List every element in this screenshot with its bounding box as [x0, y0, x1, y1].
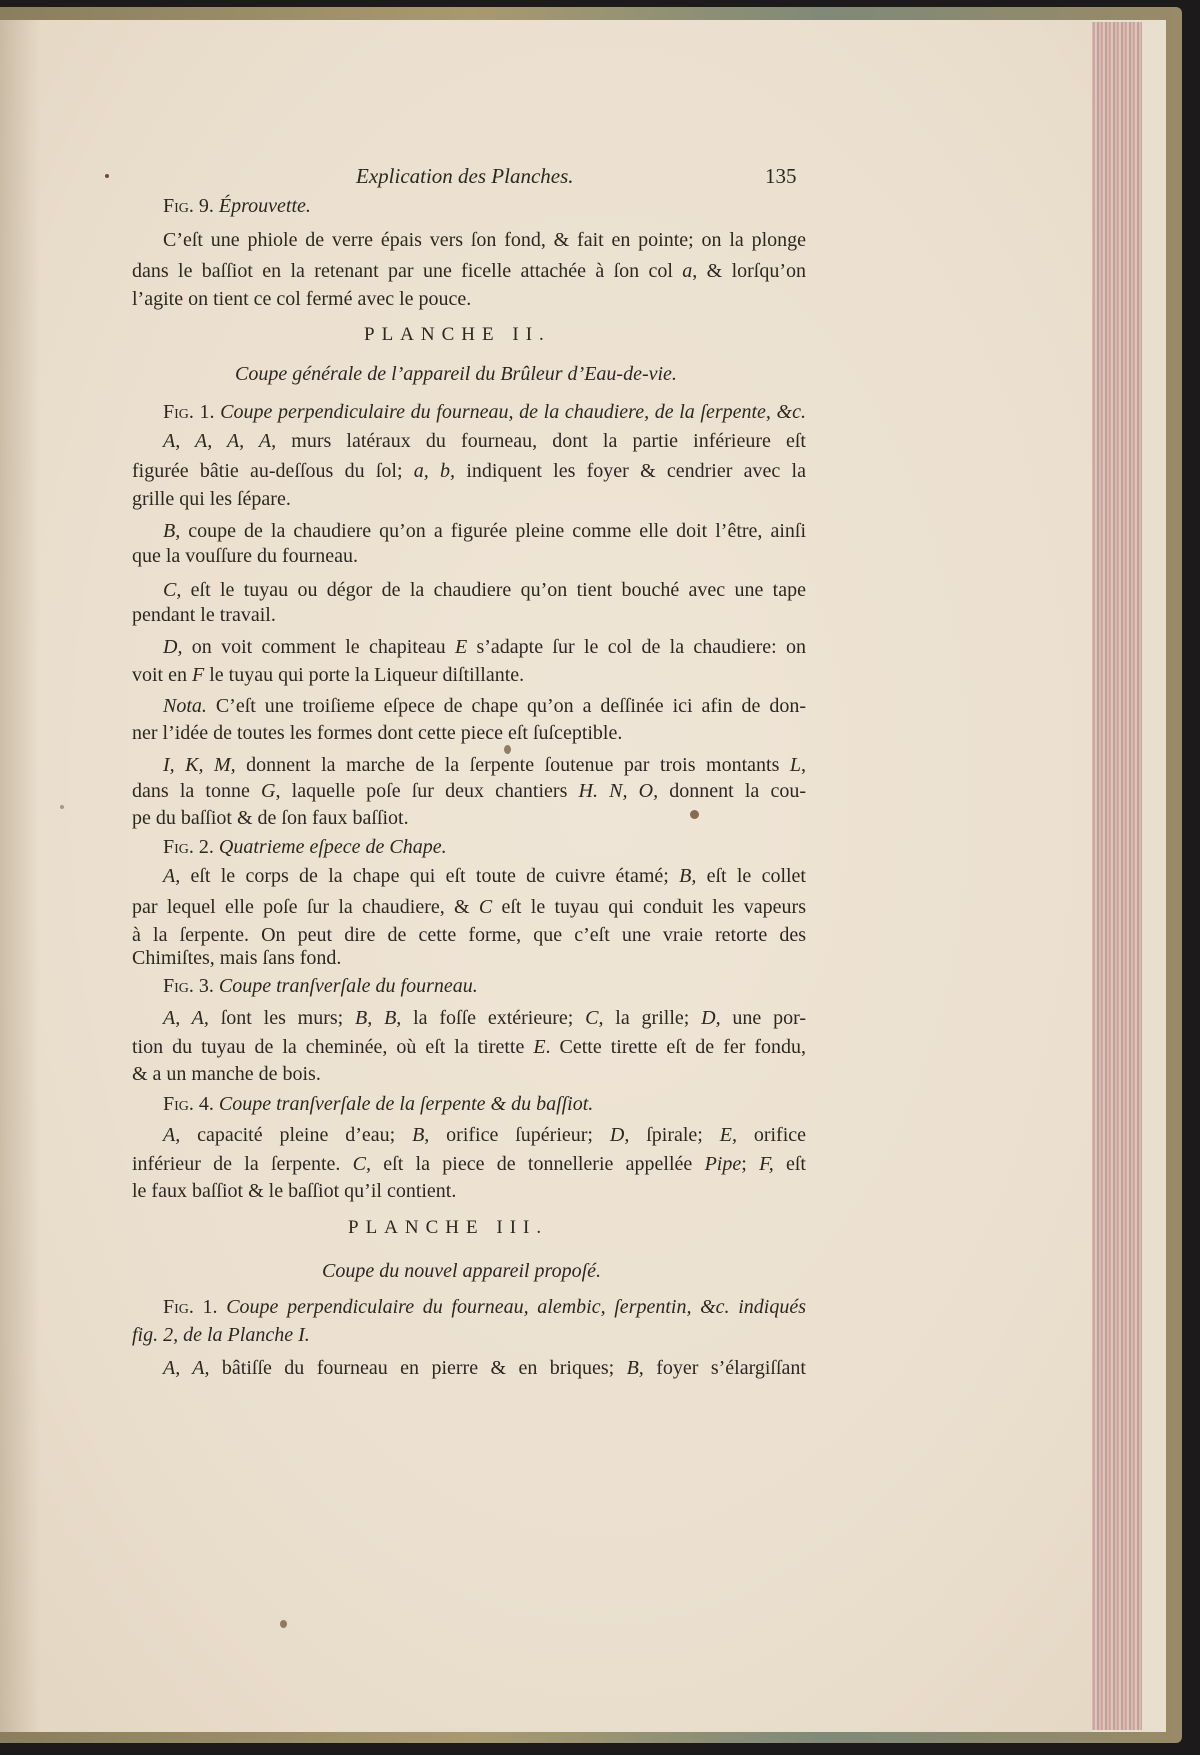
text-run: & a un manche de bois. [132, 1063, 321, 1085]
p1-line [132, 287, 806, 311]
text-run: , [800, 754, 806, 776]
text-run: C’eſt une troiſieme eſpece de chape qu’on a deſſinée ici afin de don- [206, 695, 806, 717]
italic-text: B, [412, 1124, 430, 1146]
italic-text: B, [163, 520, 181, 542]
fig9-line [163, 194, 806, 218]
text-run: à la ſerpente. On peut dire de cette forme, que c’eſt une vraie retorte des [132, 924, 806, 946]
pD-line [163, 635, 806, 659]
text-run: eſt le collet [696, 865, 806, 887]
italic-text: B, [626, 1357, 644, 1379]
running-title: Explication des Planches. [356, 164, 574, 188]
pl2sub-line [235, 363, 677, 386]
text-run: coupe de la chaudiere qu’on a figurée pleine comme elle doit l’être, ainſi [180, 520, 806, 542]
pNota-line [132, 721, 806, 745]
italic-text: B, B, [355, 1007, 402, 1029]
pA-line [132, 459, 806, 483]
italic-text: H. N, O, [578, 780, 659, 802]
figure-label: Fig. 4. [163, 1093, 219, 1115]
figure-label: Fig. 3. [163, 975, 219, 997]
pC-line [132, 603, 806, 627]
fig1b-line [163, 1295, 806, 1319]
p2A-line [132, 923, 806, 947]
fig3-line [163, 974, 806, 998]
figure-label: Fig. 1. [163, 401, 221, 423]
text-run: capacité pleine d’eau; [180, 1124, 413, 1146]
text-run: s’adapte ſur le col de la chaudiere: on [467, 636, 807, 658]
text-run: la grille; [603, 1007, 702, 1029]
italic-text: Pipe [704, 1153, 742, 1175]
p4A-line [132, 1152, 806, 1176]
italic-text: C, [585, 1007, 604, 1029]
text-run: figurée bâtie au-deſſous du ſol; [132, 460, 414, 482]
text-run: par lequel elle poſe ſur la chaudiere, & [132, 896, 479, 918]
text-run: eſt [773, 1153, 806, 1175]
text-run: pendant le travail. [132, 604, 276, 626]
text-run: eſt le tuyau qui conduit les vapeurs [492, 896, 806, 918]
italic-text: C, [163, 579, 182, 601]
text-run: , & lorſqu’on [692, 260, 806, 282]
italic-text: A, [163, 1124, 181, 1146]
italic-text: D, [701, 1007, 721, 1029]
pA-line [132, 487, 806, 511]
fig1-line [163, 400, 806, 424]
italic-text: Coupe tranſverſale du fourneau. [218, 975, 478, 997]
text-run: PLANCHE III. [348, 1217, 549, 1238]
italic-text: Nota. [163, 695, 207, 717]
text-run: donnent la cou- [658, 780, 807, 802]
text-run: ner l’idée de toutes les formes dont cette piece eſt ſuſceptible. [132, 722, 623, 744]
fig2-line [163, 835, 806, 859]
text-run: murs latéraux du fourneau, dont la partie inférieure eſt [276, 430, 806, 452]
p4A-line [132, 1179, 806, 1203]
text-run: foyer s’élargiſſant [643, 1357, 806, 1379]
ink-speck [60, 805, 64, 809]
stain-spot [504, 745, 511, 754]
text-run: . Cette tirette eſt de fer fondu, [545, 1036, 806, 1058]
italic-text: B, [679, 865, 697, 887]
pl3sub-line [322, 1260, 601, 1283]
text-run: grille qui les ſépare. [132, 488, 291, 510]
p5A-line [163, 1356, 806, 1380]
page-edges [1092, 22, 1142, 1730]
text-run: l’agite on tient ce col fermé avec le pouce. [132, 288, 472, 310]
italic-text: C [478, 896, 493, 918]
text-run: , laquelle poſe ſur deux chantiers [275, 780, 579, 802]
italic-text: I, K, M, [163, 754, 236, 776]
pB-line [132, 544, 806, 568]
italic-text: C, [352, 1153, 372, 1175]
italic-text: Coupe du nouvel appareil propoſé. [322, 1260, 602, 1282]
text-run: ſont les murs; [208, 1007, 356, 1029]
italic-text: a [682, 260, 693, 282]
italic-text: Éprouvette. [218, 195, 311, 217]
text-run: ſpirale; [629, 1124, 720, 1146]
text-run: on voit comment le chapiteau [182, 636, 455, 658]
text-run: tion du tuyau de la cheminée, où eſt la tirette [132, 1036, 534, 1058]
stain-spot [280, 1620, 287, 1628]
stain-spot [690, 810, 699, 819]
text-run: indiquent les foyer & cendrier avec la [455, 460, 806, 482]
text-run: le faux baſſiot & le baſſiot qu’il contient. [132, 1180, 457, 1202]
pNota-line [163, 694, 806, 718]
italic-text: D, [163, 636, 183, 658]
pl3-line [348, 1217, 548, 1239]
pB-line [163, 519, 806, 543]
pA-line [163, 429, 806, 453]
p3A-line [132, 1062, 806, 1086]
page-number: 135 [765, 164, 797, 188]
p3A-line [163, 1006, 806, 1030]
italic-text: F [192, 664, 205, 686]
text-run: que la vouſſure du fourneau. [132, 545, 359, 567]
text-run: le tuyau qui porte la Liqueur diſtillante. [204, 664, 525, 686]
italic-text: Quatrieme eſpece de Chape. [218, 836, 447, 858]
pIKM-line [132, 806, 806, 830]
text-run: C’eſt une phiole de verre épais vers ſon fond, & fait en pointe; on la plonge [163, 229, 806, 251]
p4A-line [163, 1123, 806, 1147]
text-run: eſt le tuyau ou dégor de la chaudiere qu’on tient bouché avec une tape [181, 579, 806, 601]
text-run: donnent la marche de la ſerpente ſoutenue par trois montants [235, 754, 790, 776]
text-run: eſt la piece de tonnellerie appellée [371, 1153, 705, 1175]
italic-text: A, A, [163, 1007, 209, 1029]
italic-text: E [533, 1036, 546, 1058]
italic-text: E, [719, 1124, 737, 1146]
figure-label: Fig. 2. [163, 836, 219, 858]
pIKM-line [132, 779, 806, 803]
italic-text: A, [163, 865, 181, 887]
italic-text: a, b, [413, 460, 456, 482]
italic-text: L [789, 754, 801, 776]
pD-line [132, 663, 806, 687]
text-run: ; [741, 1153, 760, 1175]
text-run: dans le baſſiot en la retenant par une ficelle attachée à ſon col [132, 260, 683, 282]
figure-label: Fig. 1. [163, 1296, 227, 1318]
italic-text: E [454, 636, 468, 658]
p1-line [163, 228, 806, 252]
text-run: bâtiſſe du fourneau en pierre & en briques; [209, 1357, 627, 1379]
p2A-line [163, 864, 806, 888]
italic-text: A, A, [163, 1357, 210, 1379]
italic-text: D, [609, 1124, 630, 1146]
italic-text: fig. 2, de la Planche I. [132, 1324, 310, 1346]
text-run: inférieur de la ſerpente. [132, 1153, 353, 1175]
italic-text: Coupe perpendiculaire du fourneau, alembic, ſerpentin, &c. indiqués [226, 1296, 806, 1318]
text-run: orifice ſupérieur; [429, 1124, 610, 1146]
text-run: pe du baſſiot & de ſon faux baſſiot. [132, 807, 409, 829]
italic-text: Coupe perpendiculaire du fourneau, de la chaudiere, de la ſerpente, &c. [220, 401, 806, 423]
italic-text: G [261, 780, 276, 802]
pl2-line [364, 324, 551, 346]
p2A-line [132, 946, 806, 970]
fig4-line [163, 1092, 806, 1116]
ink-speck [105, 174, 109, 178]
italic-text: A, A, A, A, [163, 430, 277, 452]
fig1b-line [132, 1323, 806, 1347]
figure-label: Fig. 9. [163, 195, 219, 217]
italic-text: Coupe tranſverſale de la ſerpente & du baſſiot. [218, 1093, 594, 1115]
text-run: la foſſe extérieure; [401, 1007, 586, 1029]
italic-text: Coupe générale de l’appareil du Brûleur d’Eau-de-vie. [235, 363, 677, 385]
text-run: PLANCHE II. [364, 324, 551, 345]
text-run: orifice [736, 1124, 807, 1146]
text-run: dans la tonne [132, 780, 262, 802]
text-run: une por- [720, 1007, 807, 1029]
text-run: eſt le corps de la chape qui eſt toute de cuivre étamé; [180, 865, 680, 887]
p1-line [132, 259, 806, 283]
italic-text: F, [759, 1153, 774, 1175]
pC-line [163, 578, 806, 602]
text-run: Chimiſtes, mais ſans fond. [132, 947, 342, 969]
p2A-line [132, 895, 806, 919]
text-run: voit en [132, 664, 192, 686]
p3A-line [132, 1035, 806, 1059]
pIKM-line [163, 753, 806, 777]
